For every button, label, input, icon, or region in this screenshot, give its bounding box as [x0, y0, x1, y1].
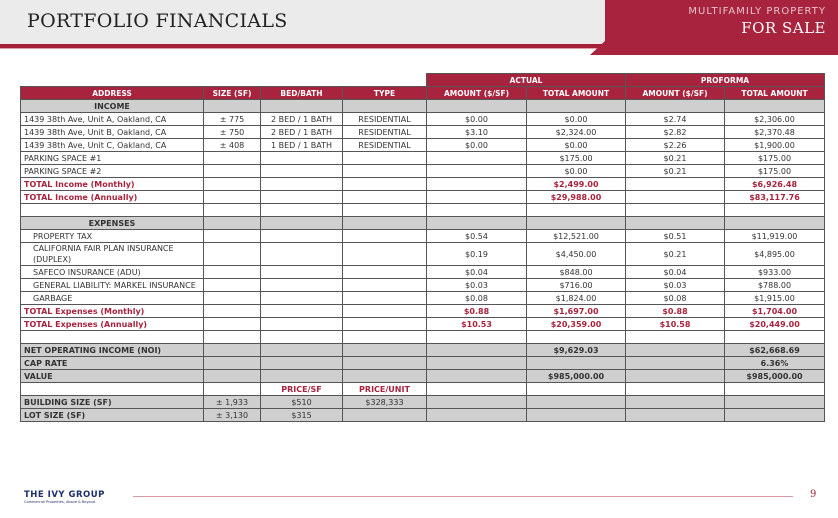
empty-cell: [343, 243, 427, 266]
expenses-section-row: [21, 217, 825, 230]
total-label-cell: TOTAL Expenses (Monthly): [21, 305, 204, 318]
empty-cell: [626, 409, 725, 422]
bedbath-cell: 2 BED / 1 BATH: [261, 113, 343, 126]
expense-label-cell: PROPERTY TAX: [21, 230, 204, 243]
total-label-cell: TOTAL Income (Monthly): [21, 178, 204, 191]
actual-total-cell: $0.00: [527, 139, 626, 152]
expense-rows: [21, 230, 825, 305]
bedbath-cell: [261, 165, 343, 178]
proforma-sf-cell: $0.04: [626, 266, 725, 279]
empty-cell: [343, 292, 427, 305]
empty-cell: [204, 178, 261, 191]
summary-rows: [21, 344, 825, 383]
proforma-total-cell: $2,306.00: [725, 113, 825, 126]
total-label-cell: TOTAL Expenses (Annually): [21, 318, 204, 331]
price-unit-header: PRICE/UNIT: [343, 383, 427, 396]
expense-label-cell: CALIFORNIA FAIR PLAN INSURANCE (DUPLEX): [21, 243, 204, 266]
actual-sf-cell: [427, 152, 527, 165]
page-title: PORTFOLIO FINANCIALS: [27, 10, 288, 32]
empty-cell: [343, 191, 427, 204]
proforma-total-cell: $933.00: [725, 266, 825, 279]
actual-sf-cell: [427, 178, 527, 191]
proforma-total-cell: $1,915.00: [725, 292, 825, 305]
proforma-total-cell: $2,370.48: [725, 126, 825, 139]
empty-cell: [261, 344, 343, 357]
proforma-sf-cell: $2.74: [626, 113, 725, 126]
size-cell: ± 750: [204, 126, 261, 139]
empty-cell: [427, 344, 527, 357]
empty-cell: [343, 279, 427, 292]
ivy-group-logo: [24, 490, 105, 504]
address-cell: 1439 38th Ave, Unit B, Oakland, CA: [21, 126, 204, 139]
summary-label-cell: NET OPERATING INCOME (NOI): [21, 344, 204, 357]
income-section-label: INCOME: [21, 100, 204, 113]
empty-cell: [725, 409, 825, 422]
income-section-row: [21, 100, 825, 113]
income-total-row: [21, 191, 825, 204]
empty-cell: [527, 396, 626, 409]
size-label-cell: LOT SIZE (SF): [21, 409, 204, 422]
price-unit-cell: [343, 409, 427, 422]
group-header-proforma: PROFORMA: [626, 74, 825, 87]
empty-cell: [261, 357, 343, 370]
expense-row: [21, 292, 825, 305]
empty-cell: [527, 409, 626, 422]
empty-cell: [343, 178, 427, 191]
proforma-total-cell: $985,000.00: [725, 370, 825, 383]
proforma-total-cell: $6,926.48: [725, 178, 825, 191]
col-header-proforma-total: TOTAL AMOUNT: [725, 87, 825, 100]
actual-total-cell: [527, 357, 626, 370]
empty-cell: [343, 370, 427, 383]
logo-tagline: Commercial Properties, Above & Beyond: [24, 500, 96, 504]
actual-total-cell: $4,450.00: [527, 243, 626, 266]
actual-total-cell: $716.00: [527, 279, 626, 292]
empty-cell: [261, 243, 343, 266]
income-row: [21, 113, 825, 126]
expenses-section-label: EXPENSES: [21, 217, 204, 230]
proforma-total-cell: $4,895.00: [725, 243, 825, 266]
price-sf-header: PRICE/SF: [261, 383, 343, 396]
bedbath-cell: 1 BED / 1 BATH: [261, 139, 343, 152]
price-sf-cell: $315: [261, 409, 343, 422]
logo-name: THE IVY GROUP: [24, 490, 105, 500]
sale-banner: [605, 0, 838, 55]
spacer-row: [21, 204, 825, 217]
empty-cell: [261, 178, 343, 191]
actual-sf-cell: $10.53: [427, 318, 527, 331]
income-total-row: [21, 178, 825, 191]
actual-total-cell: $20,359.00: [527, 318, 626, 331]
summary-label-cell: CAP RATE: [21, 357, 204, 370]
financials-table: [20, 73, 825, 422]
actual-total-cell: $9,629.03: [527, 344, 626, 357]
actual-total-cell: $985,000.00: [527, 370, 626, 383]
price-unit-cell: $328,333: [343, 396, 427, 409]
size-cell: ± 408: [204, 139, 261, 152]
address-cell: PARKING SPACE #1: [21, 152, 204, 165]
actual-sf-cell: $0.88: [427, 305, 527, 318]
expense-label-cell: SAFECO INSURANCE (ADU): [21, 266, 204, 279]
income-row: [21, 165, 825, 178]
col-header-size: SIZE (SF): [204, 87, 261, 100]
proforma-sf-cell: $0.88: [626, 305, 725, 318]
empty-cell: [204, 292, 261, 305]
proforma-total-cell: $83,117.76: [725, 191, 825, 204]
summary-row: [21, 357, 825, 370]
actual-sf-cell: $0.54: [427, 230, 527, 243]
empty-cell: [261, 230, 343, 243]
col-header-proforma-sf: AMOUNT ($/SF): [626, 87, 725, 100]
actual-total-cell: $0.00: [527, 113, 626, 126]
empty-cell: [626, 344, 725, 357]
group-header-row: [21, 74, 825, 87]
empty-cell: [261, 279, 343, 292]
expense-label-cell: GENERAL LIABILITY: MARKEL INSURANCE: [21, 279, 204, 292]
proforma-total-cell: $788.00: [725, 279, 825, 292]
address-cell: PARKING SPACE #2: [21, 165, 204, 178]
empty-cell: [261, 370, 343, 383]
col-header-actual-total: TOTAL AMOUNT: [527, 87, 626, 100]
income-row: [21, 126, 825, 139]
group-header-actual: ACTUAL: [427, 74, 626, 87]
proforma-total-cell: $175.00: [725, 165, 825, 178]
size-cell: ± 775: [204, 113, 261, 126]
income-rows: [21, 113, 825, 178]
address-cell: 1439 38th Ave, Unit C, Oakland, CA: [21, 139, 204, 152]
proforma-sf-cell: $0.03: [626, 279, 725, 292]
empty-cell: [204, 357, 261, 370]
actual-total-cell: $175.00: [527, 152, 626, 165]
actual-sf-cell: $0.00: [427, 139, 527, 152]
column-header-row: [21, 87, 825, 100]
proforma-total-cell: $11,919.00: [725, 230, 825, 243]
empty-cell: [204, 191, 261, 204]
income-row: [21, 139, 825, 152]
type-cell: [343, 165, 427, 178]
proforma-sf-cell: $0.08: [626, 292, 725, 305]
empty-cell: [261, 292, 343, 305]
actual-total-cell: $848.00: [527, 266, 626, 279]
type-cell: RESIDENTIAL: [343, 139, 427, 152]
type-cell: [343, 152, 427, 165]
size-cell: [204, 165, 261, 178]
page-number: 9: [810, 489, 817, 500]
empty-cell: [343, 357, 427, 370]
actual-sf-cell: $0.00: [427, 113, 527, 126]
empty-cell: [204, 370, 261, 383]
col-header-address: ADDRESS: [21, 87, 204, 100]
empty-cell: [343, 305, 427, 318]
actual-sf-cell: $3.10: [427, 126, 527, 139]
actual-total-cell: $0.00: [527, 165, 626, 178]
empty-cell: [343, 266, 427, 279]
actual-sf-cell: [427, 165, 527, 178]
empty-cell: [626, 396, 725, 409]
size-cell: ± 1,933: [204, 396, 261, 409]
empty-cell: [204, 266, 261, 279]
total-label-cell: TOTAL Income (Annually): [21, 191, 204, 204]
header-rule-light: [0, 48, 620, 49]
proforma-sf-cell: $0.21: [626, 243, 725, 266]
size-row: [21, 396, 825, 409]
empty-cell: [626, 370, 725, 383]
actual-sf-cell: $0.03: [427, 279, 527, 292]
size-rows: [21, 396, 825, 422]
address-cell: 1439 38th Ave, Unit A, Oakland, CA: [21, 113, 204, 126]
summary-row: [21, 370, 825, 383]
proforma-sf-cell: [626, 178, 725, 191]
summary-row: [21, 344, 825, 357]
income-row: [21, 152, 825, 165]
proforma-total-cell: 6.36%: [725, 357, 825, 370]
empty-cell: [261, 318, 343, 331]
size-label-cell: BUILDING SIZE (SF): [21, 396, 204, 409]
expense-total-row: [21, 318, 825, 331]
col-header-type: TYPE: [343, 87, 427, 100]
proforma-total-cell: $1,900.00: [725, 139, 825, 152]
spacer-row: [21, 331, 825, 344]
proforma-sf-cell: $2.26: [626, 139, 725, 152]
type-cell: RESIDENTIAL: [343, 126, 427, 139]
empty-cell: [204, 279, 261, 292]
actual-total-cell: $12,521.00: [527, 230, 626, 243]
proforma-sf-cell: $0.21: [626, 165, 725, 178]
actual-total-cell: $2,324.00: [527, 126, 626, 139]
expense-row: [21, 243, 825, 266]
size-row: [21, 409, 825, 422]
expense-total-row: [21, 305, 825, 318]
banner-subtitle: MULTIFAMILY PROPERTY: [688, 6, 826, 17]
empty-cell: [427, 396, 527, 409]
proforma-sf-cell: $0.21: [626, 152, 725, 165]
empty-cell: [343, 318, 427, 331]
empty-cell: [204, 344, 261, 357]
expense-row: [21, 230, 825, 243]
empty-cell: [261, 266, 343, 279]
income-total-rows: [21, 178, 825, 204]
price-sf-cell: $510: [261, 396, 343, 409]
proforma-total-cell: $175.00: [725, 152, 825, 165]
expense-label-cell: GARBAGE: [21, 292, 204, 305]
empty-cell: [204, 318, 261, 331]
price-header-row: [21, 383, 825, 396]
empty-cell: [204, 243, 261, 266]
proforma-sf-cell: $2.82: [626, 126, 725, 139]
empty-cell: [427, 357, 527, 370]
col-header-bedbath: BED/BATH: [261, 87, 343, 100]
empty-cell: [725, 396, 825, 409]
actual-sf-cell: [427, 191, 527, 204]
empty-cell: [626, 357, 725, 370]
actual-total-cell: $29,988.00: [527, 191, 626, 204]
footer-rule: [133, 496, 793, 497]
banner-notch: [590, 40, 606, 55]
empty-cell: [261, 191, 343, 204]
bedbath-cell: [261, 152, 343, 165]
type-cell: RESIDENTIAL: [343, 113, 427, 126]
empty-cell: [343, 344, 427, 357]
expense-row: [21, 279, 825, 292]
empty-cell: [204, 305, 261, 318]
actual-sf-cell: $0.04: [427, 266, 527, 279]
empty-cell: [261, 305, 343, 318]
proforma-sf-cell: [626, 191, 725, 204]
proforma-total-cell: $1,704.00: [725, 305, 825, 318]
expense-total-rows: [21, 305, 825, 331]
size-cell: ± 3,130: [204, 409, 261, 422]
actual-sf-cell: $0.19: [427, 243, 527, 266]
proforma-total-cell: $20,449.00: [725, 318, 825, 331]
proforma-sf-cell: $0.51: [626, 230, 725, 243]
proforma-total-cell: $62,668.69: [725, 344, 825, 357]
col-header-actual-sf: AMOUNT ($/SF): [427, 87, 527, 100]
empty-cell: [204, 230, 261, 243]
empty-cell: [343, 230, 427, 243]
actual-sf-cell: $0.08: [427, 292, 527, 305]
empty-cell: [427, 370, 527, 383]
expense-row: [21, 266, 825, 279]
size-cell: [204, 152, 261, 165]
actual-total-cell: $1,824.00: [527, 292, 626, 305]
actual-total-cell: $1,697.00: [527, 305, 626, 318]
empty-cell: [427, 409, 527, 422]
actual-total-cell: $2,499.00: [527, 178, 626, 191]
summary-label-cell: VALUE: [21, 370, 204, 383]
proforma-sf-cell: $10.58: [626, 318, 725, 331]
bedbath-cell: 2 BED / 1 BATH: [261, 126, 343, 139]
banner-title: FOR SALE: [741, 19, 826, 37]
